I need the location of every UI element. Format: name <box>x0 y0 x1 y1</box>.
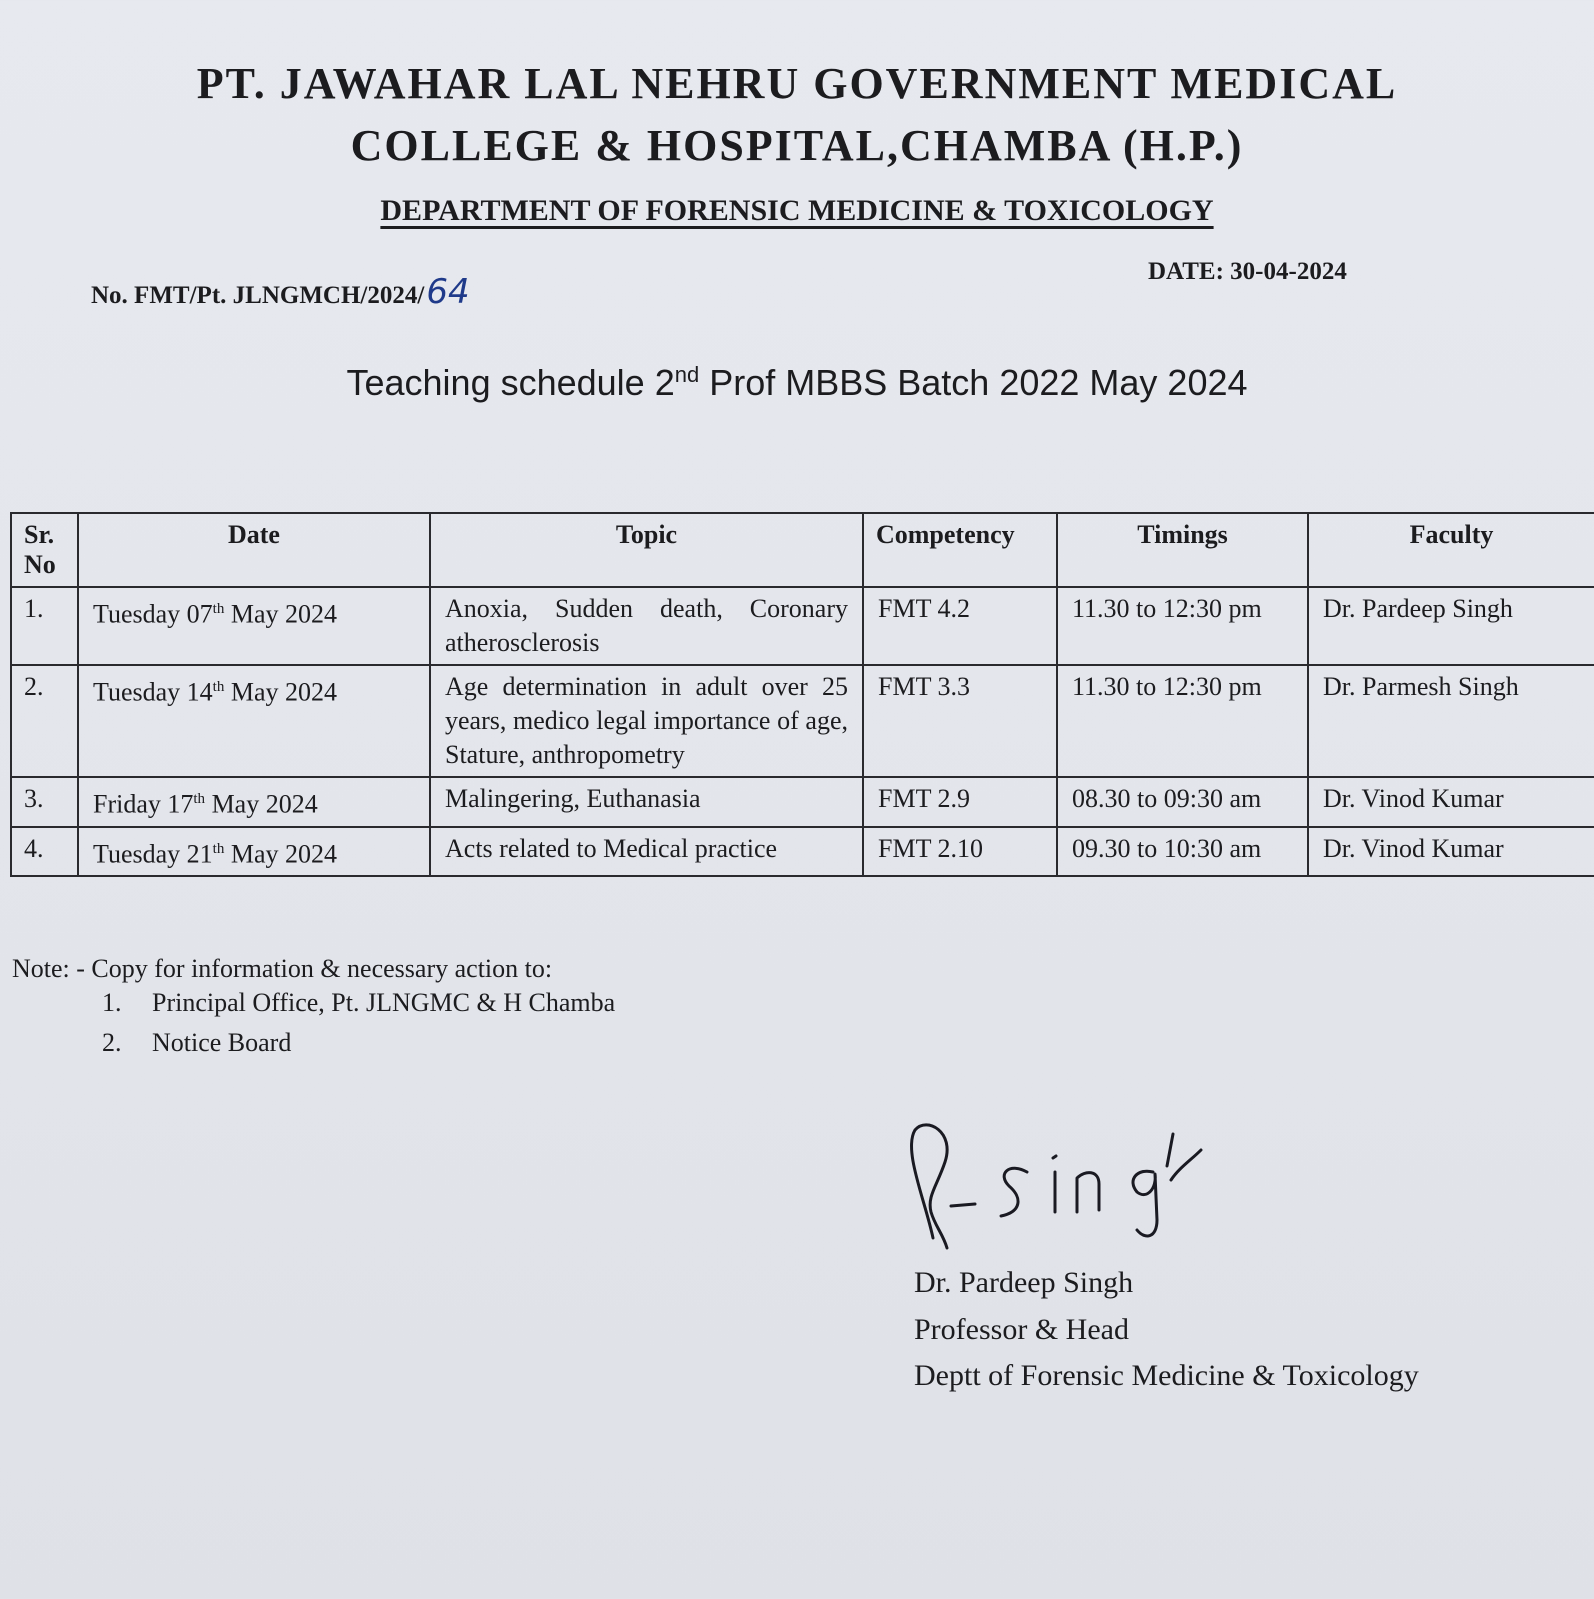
institution-name-line2: COLLEGE & HOSPITAL,CHAMBA (H.P.) <box>350 121 1244 170</box>
cell-timings: 09.30 to 10:30 am <box>1057 827 1308 877</box>
date-suffix: th <box>212 840 225 857</box>
table-row <box>11 827 1594 877</box>
col-header-date: Date <box>78 513 430 587</box>
cell-sr: 3. <box>11 777 78 827</box>
cell-faculty: Dr. Vinod Kumar <box>1308 777 1594 827</box>
cell-timings: 11.30 to 12:30 pm <box>1057 665 1308 777</box>
table-row <box>11 587 1594 665</box>
signatory-department: Deptt of Forensic Medicine & Toxicology <box>914 1359 1419 1392</box>
cell-faculty: Dr. Vinod Kumar <box>1308 827 1594 877</box>
department-heading <box>0 194 1594 228</box>
cell-sr: 4. <box>11 827 78 877</box>
date-day: Tuesday 21 <box>93 839 213 869</box>
cell-topic: Age determination in adult over 25 years, medico legal importance of age, Stature, anthropometry <box>430 665 863 777</box>
col-header-timings: Timings <box>1057 513 1308 587</box>
date-suffix: th <box>212 679 225 695</box>
cell-competency: FMT 4.2 <box>863 587 1057 665</box>
col-header-faculty: Faculty <box>1308 513 1594 587</box>
col-header-sr: Sr. No <box>11 513 78 587</box>
note-recipient-list <box>102 988 615 1068</box>
schedule-title <box>0 362 1594 404</box>
table-row <box>11 665 1594 777</box>
cell-date <box>78 665 430 777</box>
list-item-text: Notice Board <box>152 1028 292 1057</box>
document-date: DATE: 30-04-2024 <box>1148 258 1347 285</box>
signatory-name: Dr. Pardeep Singh <box>914 1266 1134 1299</box>
cell-date <box>78 827 430 877</box>
date-day: Tuesday 07 <box>93 599 213 629</box>
table-header-row <box>11 513 1594 587</box>
list-item-number: 1. <box>102 988 122 1017</box>
date-month: May 2024 <box>224 599 338 629</box>
cell-competency: FMT 3.3 <box>863 665 1057 777</box>
date-month: May 2024 <box>205 789 318 819</box>
col-header-competency: Competency <box>863 513 1057 587</box>
reference-number <box>91 272 470 312</box>
handwritten-signature <box>905 1120 1225 1270</box>
list-item <box>102 988 615 1028</box>
date-month: May 2024 <box>224 839 338 869</box>
schedule-table <box>10 512 1594 877</box>
note-intro: Note: - Copy for information & necessary action to: <box>12 954 553 983</box>
date-suffix: th <box>193 791 206 807</box>
date-day: Tuesday 14 <box>93 677 213 707</box>
cell-topic: Malingering, Euthanasia <box>430 777 863 827</box>
cell-topic: Acts related to Medical practice <box>430 827 863 877</box>
reference-prefix: No. FMT/Pt. JLNGMCH/2024/ <box>91 282 425 309</box>
signatory-designation: Professor & Head <box>914 1313 1129 1346</box>
title-part1: Teaching schedule 2 <box>346 362 675 403</box>
list-item-text: Principal Office, Pt. JLNGMC & H Chamba <box>152 988 616 1017</box>
date-day: Friday 17 <box>93 789 194 819</box>
date-suffix: th <box>212 601 225 617</box>
cell-faculty: Dr. Pardeep Singh <box>1308 587 1594 665</box>
institution-name-line1: PT. JAWAHAR LAL NEHRU GOVERNMENT MEDICAL <box>196 59 1398 108</box>
cell-competency: FMT 2.9 <box>863 777 1057 827</box>
table-row <box>11 777 1594 827</box>
list-item <box>102 1028 615 1068</box>
date-month: May 2024 <box>224 677 338 707</box>
cell-timings: 11.30 to 12:30 pm <box>1057 587 1308 665</box>
cell-timings: 08.30 to 09:30 am <box>1057 777 1308 827</box>
cell-competency: FMT 2.10 <box>863 827 1057 877</box>
list-item-number: 2. <box>102 1028 122 1057</box>
cell-sr: 2. <box>11 665 78 777</box>
col-header-topic: Topic <box>430 513 863 587</box>
cell-topic: Anoxia, Sudden death, Coronary atherosclerosis <box>430 587 863 665</box>
cell-faculty: Dr. Parmesh Singh <box>1308 665 1594 777</box>
title-part2: Prof MBBS Batch 2022 May 2024 <box>699 362 1248 403</box>
cell-sr: 1. <box>11 587 78 665</box>
cell-date <box>78 587 430 665</box>
department-heading-text: DEPARTMENT OF FORENSIC MEDICINE & TOXICOLOGY <box>380 194 1214 227</box>
title-superscript: nd <box>674 362 700 387</box>
reference-handwritten-number: 64 <box>426 272 470 312</box>
cell-date <box>78 777 430 827</box>
